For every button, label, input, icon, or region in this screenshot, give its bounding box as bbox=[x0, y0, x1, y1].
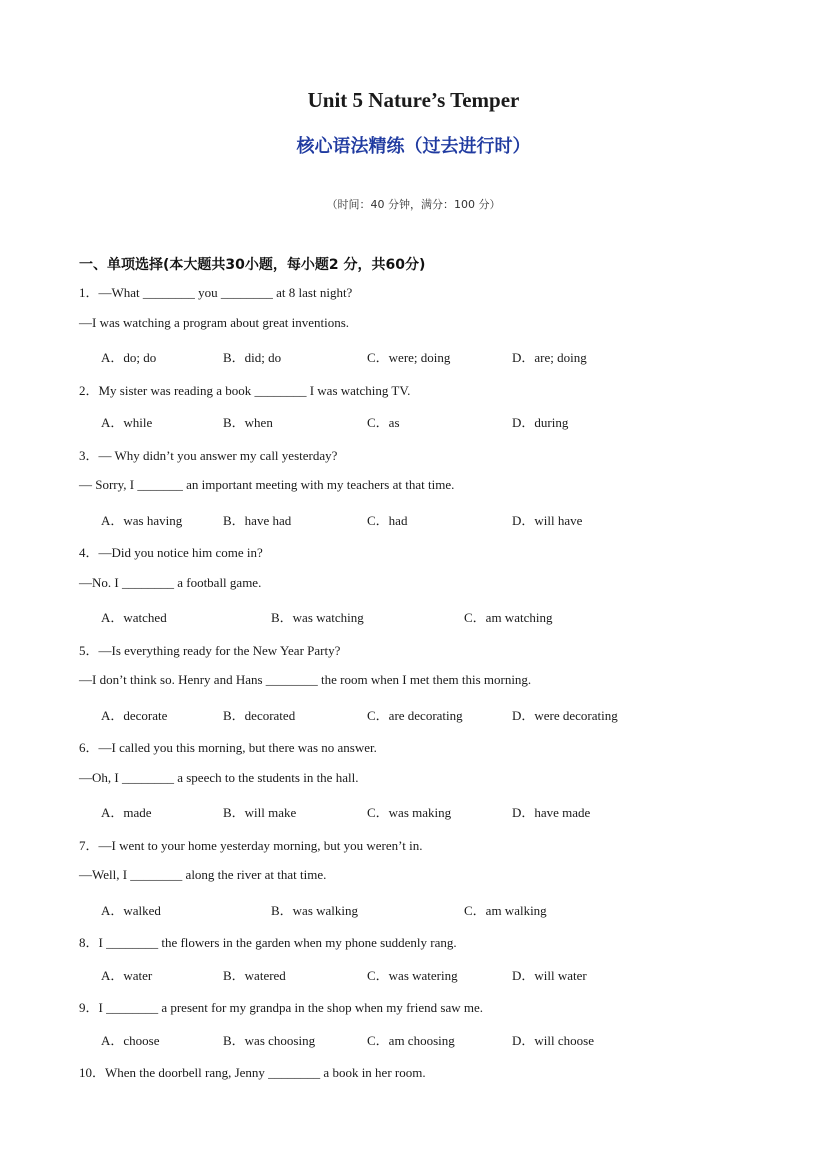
question-5-line-2: —I don’t think so. Henry and Hans ________ the room when I met them this morning. bbox=[79, 672, 532, 687]
question-1-option-d: D．are; doing bbox=[512, 350, 587, 365]
question-2-line-1: 2．My sister was reading a book ________ I was watching TV. bbox=[79, 383, 411, 398]
question-2-option-a: A．while bbox=[101, 415, 153, 430]
question-9-option-b: B．was choosing bbox=[223, 1033, 316, 1048]
question-9-option-a: A．choose bbox=[101, 1033, 160, 1048]
question-8-option-d: D．will water bbox=[512, 968, 587, 983]
question-4-line-2: —No. I ________ a football game. bbox=[79, 575, 262, 590]
question-3-option-b: B．have had bbox=[223, 513, 292, 528]
question-8-line-1: 8．I ________ the flowers in the garden when my phone suddenly rang. bbox=[79, 935, 457, 950]
question-6-option-b: B．will make bbox=[223, 805, 297, 820]
question-7-option-b: B．was walking bbox=[271, 903, 359, 918]
question-7-option-c: C．am walking bbox=[464, 903, 547, 918]
question-3-line-2: — Sorry, I _______ an important meeting with my teachers at that time. bbox=[79, 477, 455, 492]
question-2-option-d: D．during bbox=[512, 415, 569, 430]
question-4-line-1: 4．—Did you notice him come in? bbox=[79, 545, 263, 560]
question-4-option-a: A．watched bbox=[101, 610, 167, 625]
question-1-line-1: 1．—What ________ you ________ at 8 last night? bbox=[79, 285, 353, 300]
question-5-option-b: B．decorated bbox=[223, 708, 296, 723]
question-3-option-c: C．had bbox=[367, 513, 408, 528]
question-1-option-c: C．were; doing bbox=[367, 350, 451, 365]
question-2-option-c: C．as bbox=[367, 415, 400, 430]
question-1-option-b: B．did; do bbox=[223, 350, 282, 365]
question-5-line-1: 5．—Is everything ready for the New Year Party? bbox=[79, 643, 341, 658]
question-1-line-2: —I was watching a program about great inventions. bbox=[79, 315, 350, 330]
question-1-option-a: A．do; do bbox=[101, 350, 157, 365]
question-7-line-2: —Well, I ________ along the river at that time. bbox=[79, 867, 327, 882]
question-6-option-d: D．have made bbox=[512, 805, 591, 820]
question-6-option-a: A．made bbox=[101, 805, 152, 820]
question-10-line-1: 10．When the doorbell rang, Jenny ________ a book in her room. bbox=[79, 1065, 426, 1080]
question-8-option-c: C．was watering bbox=[367, 968, 458, 983]
question-8-option-a: A．water bbox=[101, 968, 153, 983]
exam-meta: （时间：40 分钟，满分：100 分） bbox=[326, 198, 501, 211]
question-3-option-d: D．will have bbox=[512, 513, 583, 528]
document-title: Unit 5 Nature’s Temper bbox=[307, 88, 520, 112]
question-5-option-a: A．decorate bbox=[101, 708, 168, 723]
question-4-option-c: C．am watching bbox=[464, 610, 553, 625]
question-8-option-b: B．watered bbox=[223, 968, 286, 983]
question-6-line-2: —Oh, I ________ a speech to the students in the hall. bbox=[79, 770, 359, 785]
question-6-line-1: 6．—I called you this morning, but there was no answer. bbox=[79, 740, 377, 755]
question-7-line-1: 7．—I went to your home yesterday morning, but you weren’t in. bbox=[79, 838, 423, 853]
question-9-option-d: D．will choose bbox=[512, 1033, 594, 1048]
document-subtitle: 核心语法精练（过去进行时） bbox=[296, 136, 531, 157]
question-9-line-1: 9．I ________ a present for my grandpa in the shop when my friend saw me. bbox=[79, 1000, 483, 1015]
question-5-option-d: D．were decorating bbox=[512, 708, 618, 723]
question-5-option-c: C．are decorating bbox=[367, 708, 463, 723]
question-7-option-a: A．walked bbox=[101, 903, 161, 918]
question-6-option-c: C．was making bbox=[367, 805, 452, 820]
question-4-option-b: B．was watching bbox=[271, 610, 364, 625]
question-3-line-1: 3．— Why didn’t you answer my call yesterday? bbox=[79, 448, 338, 463]
section-heading: 一、单项选择(本大题共30小题，每小题2 分，共60分) bbox=[79, 257, 426, 273]
question-9-option-c: C．am choosing bbox=[367, 1033, 455, 1048]
question-2-option-b: B．when bbox=[223, 415, 273, 430]
question-3-option-a: A．was having bbox=[101, 513, 183, 528]
